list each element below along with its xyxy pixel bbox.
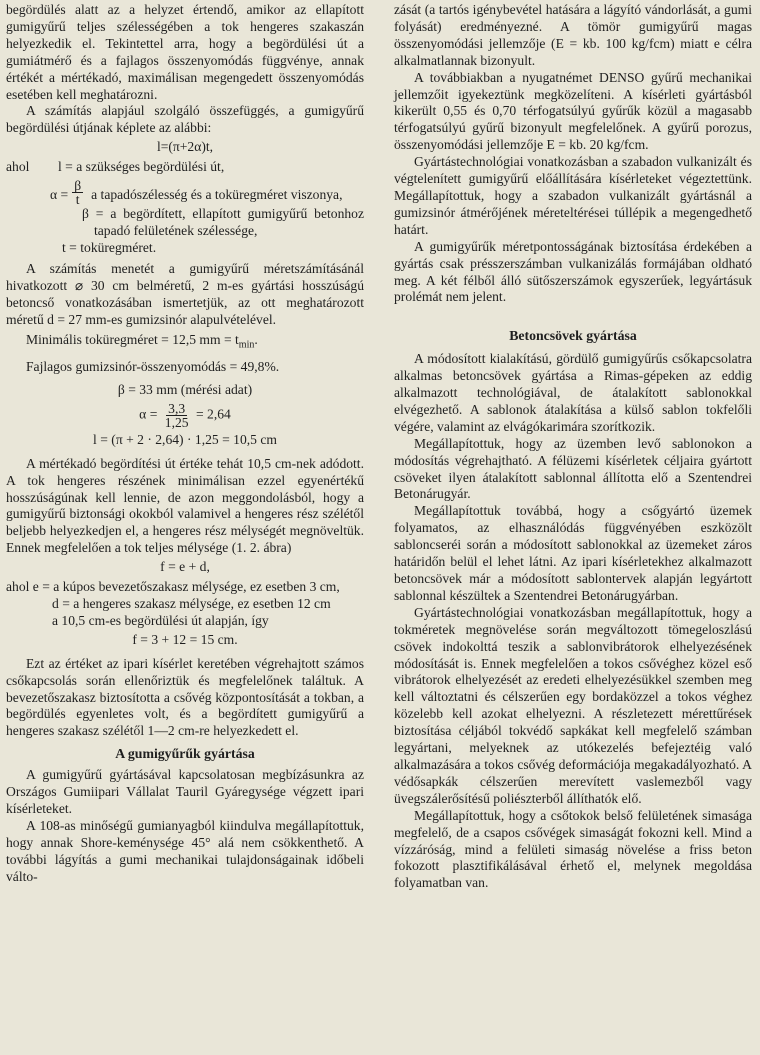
definition-text: d = a hengeres szakasz mélysége, ez esetben 12 cm — [52, 596, 331, 611]
equation: f = e + d, — [160, 559, 210, 575]
equation-text: = 2,64 — [195, 406, 231, 422]
formula-line: Fajlagos gumizsinór-összenyomódás = 49,8%. — [26, 359, 280, 375]
paragraph: A gumigyűrű gyártásával kapcsolatosan megbízásunkra az Országos Gumiipari Vállalat Tauril Gyáregysége végzett ipari kísérleteket. — [6, 767, 364, 816]
paragraph: A módosított kialakítású, gördülő gumigyűrűs csőkapcsolatra alkalmas betoncsövek gyártása a Rimas-gépeken az eddig alkalmazott technológiával, de átalakított sablonokkal elvégezhető. A sablonok átalakítása a külső sablon tokfelőli végére, valamint az elvágókarimára szorítkozik. — [394, 351, 752, 434]
definition-text: l = a szükséges begördülési út, — [58, 159, 225, 175]
fraction-denominator: t — [75, 192, 80, 208]
right-column — [394, 2, 752, 892]
fraction-numerator: β — [74, 178, 82, 194]
definition-row — [6, 179, 364, 206]
paragraph: A 108-as minőségű gumianyagból kiindulva megállapítottuk, hogy annak Shore-keménysége 45° alá nem csökkenthető. A további lágyítás a gumi mechanikai tulajdonságainak időbeli válto- — [6, 817, 364, 884]
definition-row — [6, 159, 364, 176]
alpha-fraction — [72, 179, 83, 206]
section-heading: Betoncsövek gyártása — [509, 328, 637, 344]
definition-text: a 10,5 cm-es begördülési út alapján, így — [52, 612, 269, 628]
paragraph: A gumigyűrűk méretpontosságának biztosítása érdekében a gyártás csak présszerszámban vulkanizálás formájában oldható meg. A két félből álló sütőszerszámok egyszerűek, legyártásuk prolémát nem jelent. — [394, 238, 752, 305]
definition-text: ahol e = a kúpos bevezetőszakasz mélysége, ez esetben 3 cm, — [6, 579, 340, 595]
paragraph: A továbbiakban a nyugatnémet DENSO gyűrű mechanikai jellemzőit igyekeztünk megközelíteni. A kísérleti gyártásból kikerült 0,55 és 0,70 térfogatsúlyú gyűrűk közül a magasabb térfogatsúlyú gyűrű bizonyult megfelelőnek. A gyűrű porozus, összenyomódási jellemzője E = kb. 20 kg/fcm. — [394, 69, 752, 153]
section-heading: A gumigyűrűk gyártása — [115, 746, 255, 762]
definition-text: t = toküregméret. — [62, 239, 157, 255]
paragraph: Ezt az értéket az ipari kísérlet keretében végrehajtott számos csőkapcsolás során ellenőriztük és megfelelőnek találtuk. A bevezetőszakasz biztosította a csővég központosítását a tokban, a begördülés egyenletes volt, és a begördített gumigyűrű a hengeres szakasz szélétől 1—2 cm-re helyezkedett el. — [6, 655, 364, 739]
alpha-fraction — [163, 402, 191, 429]
formula-text: Minimális toküregméret = 12,5 mm = t — [26, 332, 239, 348]
paragraph: A mértékadó begördítési út értéke tehát 10,5 cm-nek adódott. A tok hengeres részének minimálisan ezzel egyenértékű hosszúságúnak kell lennie, de azon meggondolásból, hogy a gumigyűrű biztonsági okokból valamivel a hengeres rész szélétől beljebb helyezkedjen el, a hengeres rész mélységét megnöveltük. Ennek megfelelően a tok teljes mélysége (1. 2. ábra) — [6, 455, 364, 556]
paragraph: Megállapítottuk, hogy a csőtokok belső felületének simasága megfelelő, de a csapos csővégek simaságát fokozni kell. Mind a vízzáróság, mind a felületi simaság növelése a friss beton fokozott plasztifikálásával érhető el, melynek megoldása folyamatban van. — [394, 807, 752, 891]
definition-text: β = a begördített, ellapított gumigyűrű betonhoz tapadó felületének szélessége, — [82, 206, 364, 238]
left-column — [6, 2, 364, 886]
formula-text: . — [254, 332, 258, 348]
paragraph: Megállapítottuk, hogy az üzemben levő sablonokon a módosítás végrehajtható. A félüzemi kísérletek céljaira gyártott csöveket ilyen átalakított sablonnal állította elő a Szentendrei Betonárugyár. — [394, 435, 752, 502]
paragraph: zását (a tartós igénybevétel hatására a lágyító vándorlását, a gumi folyását) eredményezné. A tömör gumigyűrű magas összenyomódási jellemzője (E = kb. 100 kg/fcm) miatt e célra alkalmatlannak bizonyult. — [394, 2, 752, 68]
equation: f = 3 + 12 = 15 cm. — [132, 631, 238, 647]
ahol-label: ahol — [6, 159, 30, 175]
fraction-numerator: 3,3 — [168, 400, 186, 416]
paragraph: Gyártástechnológiai vonatkozásban a szabadon vulkanizált és végtelenített gumigyűrű előállítására kísérleteket végeztettünk. Megállapítottuk, hogy a szabadon vulkanizált gyártásnál a gumizsinór átmérőjének méreteltérései túllépik a megengedhető határt. — [394, 154, 752, 237]
paragraph: A számítás alapjául szolgáló összefüggés, a gumigyűrű begördülési útjának képlete az alábbi: — [6, 103, 364, 136]
paragraph: begördülés alatt az a helyzet értendő, amikor az ellapított gumigyűrű teljes szélességében a tok hengeres szakaszán helyezkedik el. Tekintettel arra, hogy a begördülési út a gumiátmérő és a fajlagos összenyomódás függvénye, annak értékét a mértékadó, maximálisan megengedett összenyomódás esetében kell meghatározni. — [6, 2, 364, 102]
formula-subscript: min — [238, 340, 255, 352]
paragraph: A számítás menetét a gumigyűrű méretszámításánál hivatkozott ⌀ 30 cm belméretű, 2 m-es gyártási hosszúságú betoncső vonatkozásában ismertetjük, az ott meghatározott méretű d = 27 mm-es gumizsinór alapulvételével. — [6, 260, 364, 327]
equation-text: α = — [139, 406, 158, 422]
paragraph: Gyártástechnológiai vonatkozásban megállapítottuk, hogy a tokméretek megnövelése során megváltozott tömegeloszlású csövek indokolttá teszik a sablonvibrátorok elhelyezésének módosítását is. Ennek megfelelően a tokos csővéghez közel eső vibrátorok elhelyezését az eredeti elhelyezésükkel szemben meg kell változtatni és célszerűen egy bordaközzel a tokos véghez közelebb kell azokat elhelyezni. A részletezett mérettűrések biztosítása céljából tokvédő sapkákat kell megfelelő számban legyártani, melyeknek az utókezelés befejeztéig való alkalmazására a tokos csővég deformációja megakadályozható. A védősapkák célszerűen merevített vaslemezből vagy üvegszálerősítésű poliészterből állíthatók elő. — [394, 604, 752, 806]
equation: l=(π+2α)t, — [156, 139, 214, 155]
equation: β = 33 mm (mérési adat) — [117, 381, 253, 397]
definition-text: a tapadószélesség és a toküregméret viszonya, — [91, 187, 343, 203]
paragraph: Megállapítottuk továbbá, hogy a csőgyártó üzemek folyamatos, az elhasználódás függvényében eszközölt sabloncseréi során a módosított sablonokkal az üzemeket záros határidőn belül el lehet látni. Az ipari kísérletekhez alkalmazott betoncsövek már a módosított sablontervek alapján legyártott sablonnal készültek a Szentendrei Betonárugyárban. — [394, 503, 752, 603]
fraction-denominator: 1,25 — [164, 414, 189, 430]
alpha-equation — [6, 402, 364, 429]
alpha-symbol: α = — [50, 187, 69, 203]
equation: l = (π + 2 · 2,64) · 1,25 = 10,5 cm — [93, 431, 277, 447]
formula-line — [6, 332, 364, 355]
